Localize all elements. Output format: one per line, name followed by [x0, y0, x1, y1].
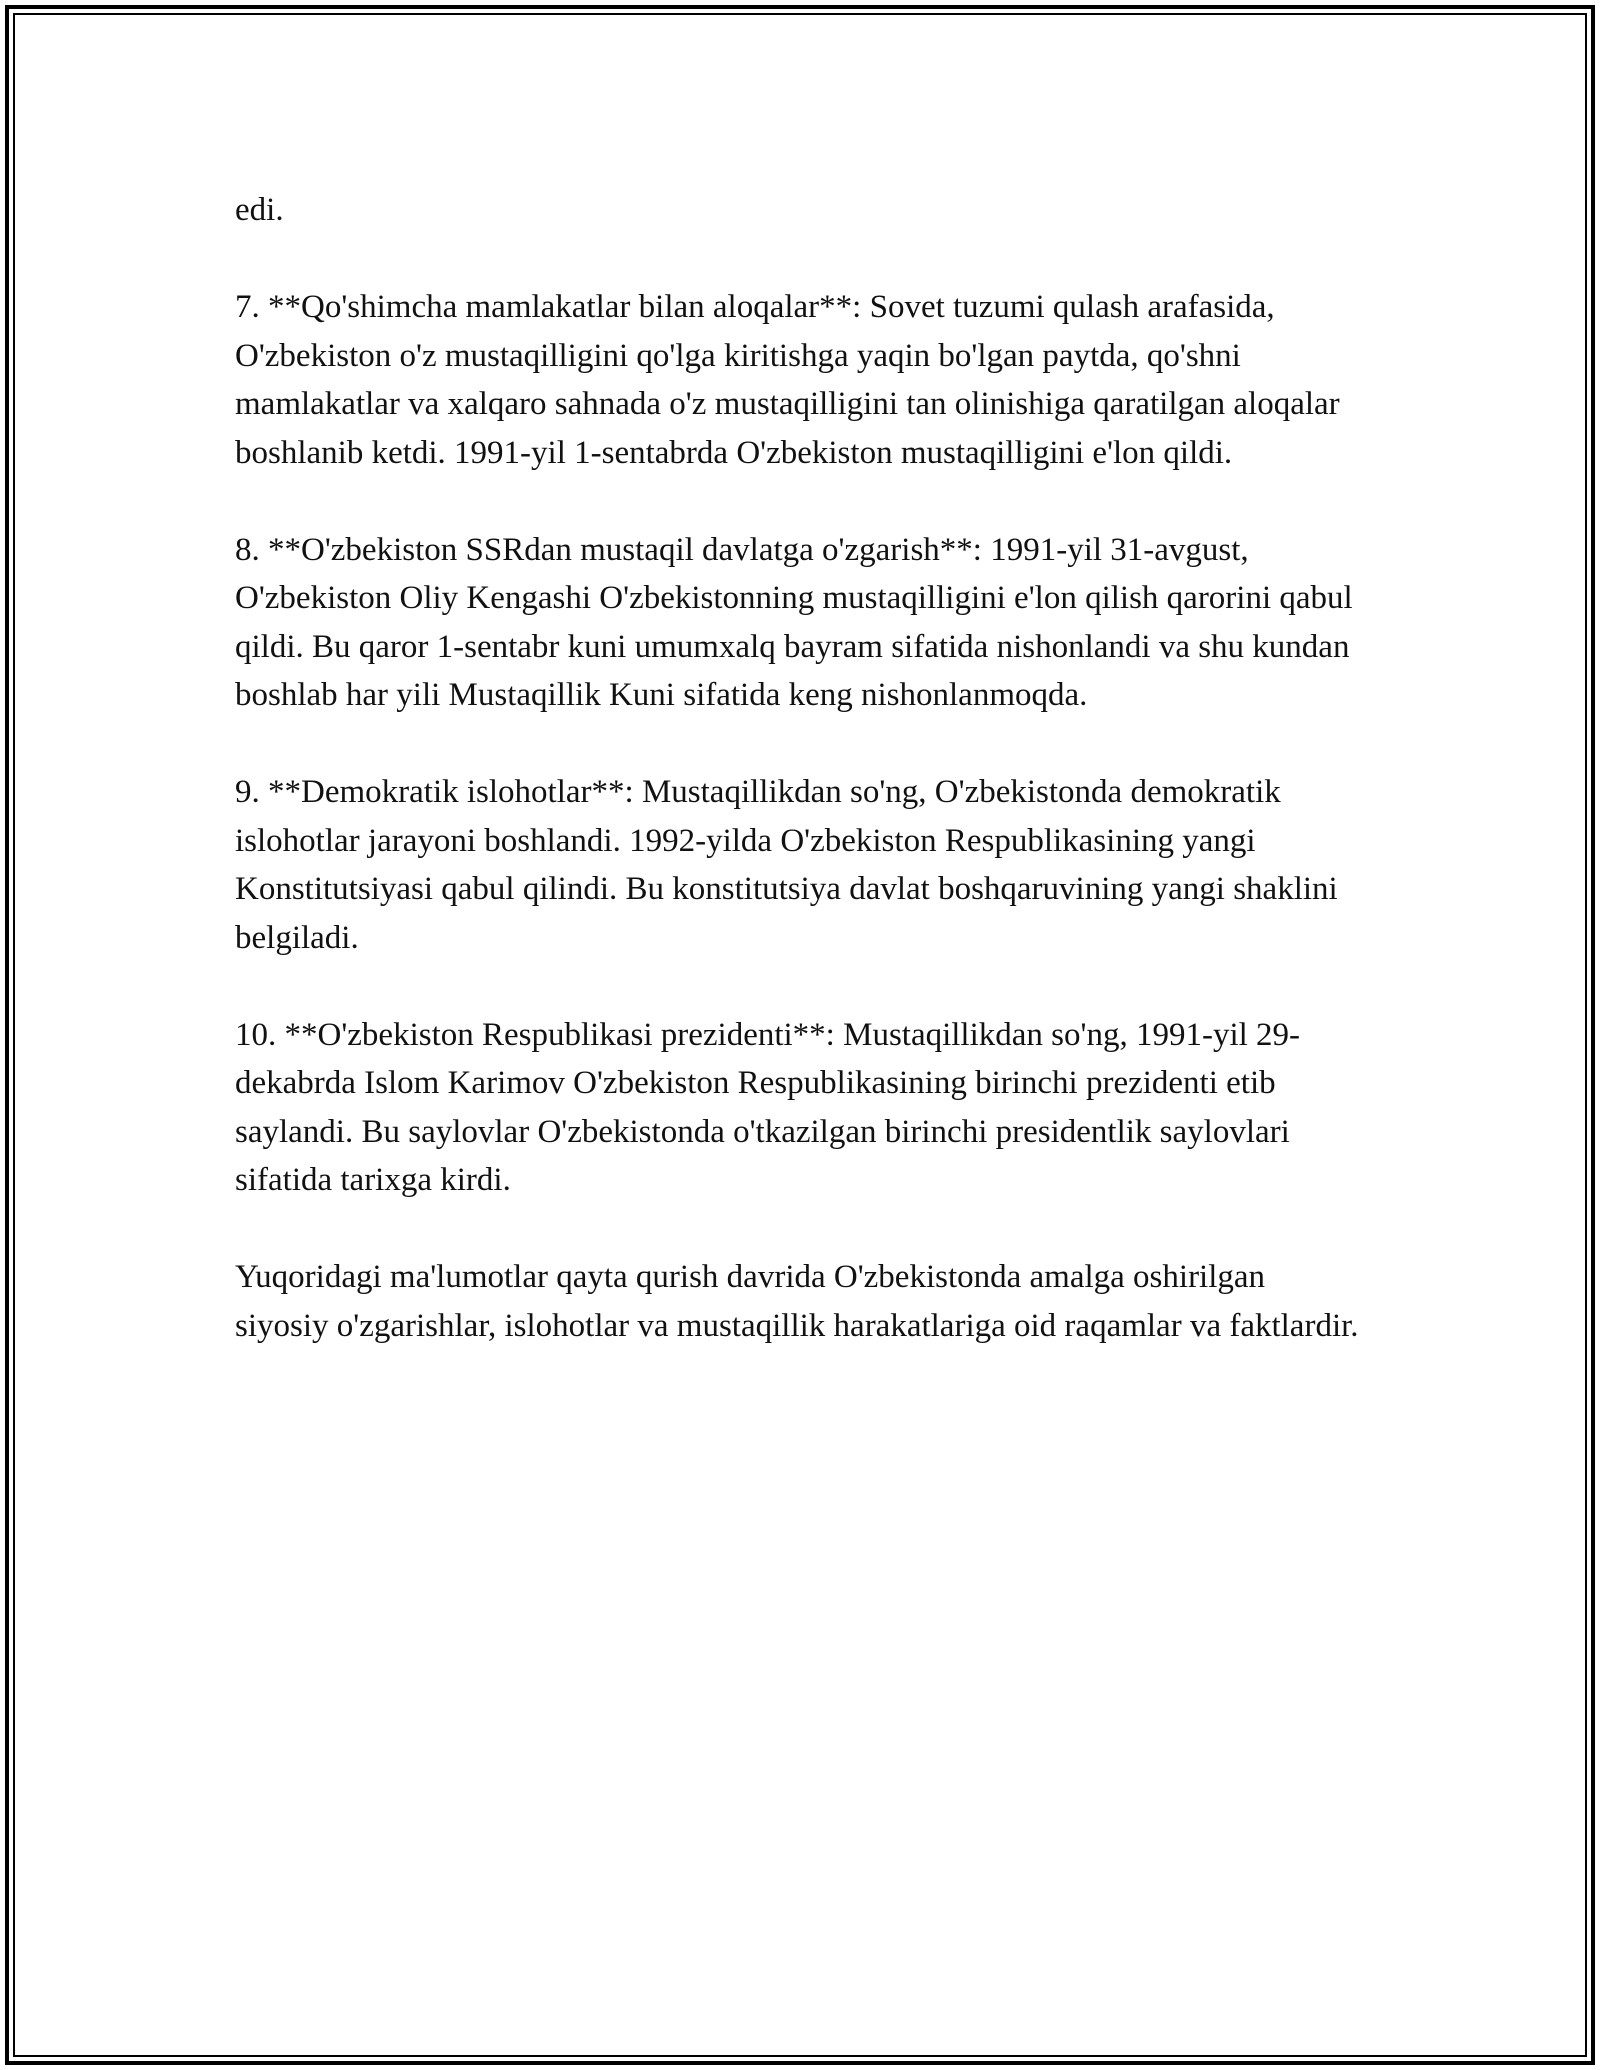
paragraph-continuation: edi. [235, 192, 284, 228]
paragraph-item-9: 9. **Demokratik islohotlar**: Mustaqillikdan so'ng, O'zbekistonda demokratik islohotlar jarayoni boshlandi. 1992-yilda O'zbekiston Respublikasining yangi Konstitutsiyasi qabul qilindi. Bu konstitutsiya davlat boshqaruvining yangi shaklini belgiladi. [235, 774, 1338, 956]
paragraph-item-8: 8. **O'zbekiston SSRdan mustaqil davlatga o'zgarish**: 1991-yil 31-avgust, O'zbekiston Oliy Kengashi O'zbekistonning mustaqilligini e'lon qilish qarorini qabul qildi. Bu qaror 1-sentabr kuni umumxalq bayram sifatida nishonlandi va shu kundan boshlab har yili Mustaqillik Kuni sifatida keng nishonlanmoqda. [235, 531, 1353, 713]
document-body [235, 186, 1365, 1350]
paragraph-item-7: 7. **Qo'shimcha mamlakatlar bilan aloqalar**: Sovet tuzumi qulash arafasida, O'zbekiston o'z mustaqilligini qo'lga kiritishga yaqin bo'lgan paytda, qo'shni mamlakatlar va xalqaro sahnada o'z mustaqilligini tan olinishiga qaratilgan aloqalar boshlanib ketdi. 1991-yil 1-sentabrda O'zbekiston mustaqilligini e'lon qildi. [235, 289, 1340, 471]
paragraph-item-10: 10. **O'zbekiston Respublikasi prezidenti**: Mustaqillikdan so'ng, 1991-yil 29-dekabrda Islom Karimov O'zbekiston Respublikasining birinchi prezidenti etib saylandi. Bu saylovlar O'zbekistonda o'tkazilgan birinchi presidentlik saylovlari sifatida tarixga kirdi. [235, 1016, 1301, 1198]
paragraph-summary: Yuqoridagi ma'lumotlar qayta qurish davrida O'zbekistonda amalga oshirilgan siyosiy o'zgarishlar, islohotlar va mustaqillik harakatlariga oid raqamlar va faktlardir. [235, 1259, 1359, 1344]
